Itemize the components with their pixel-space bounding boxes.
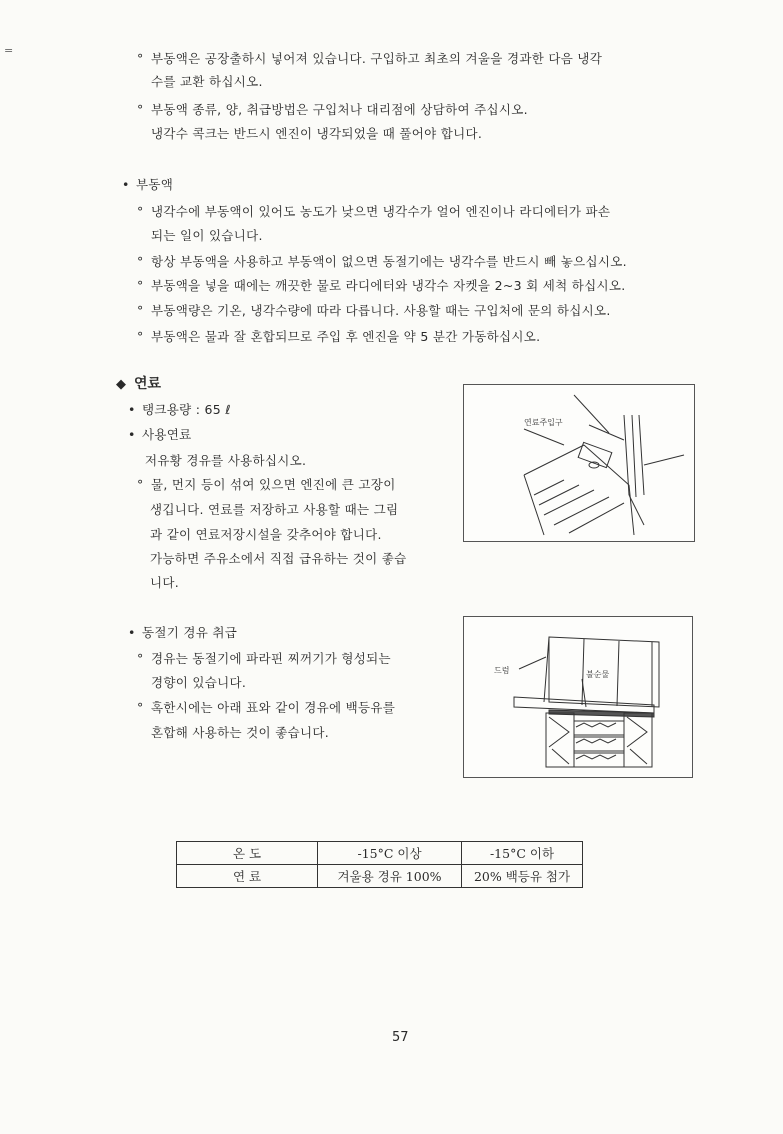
fuel-drum-figure [463, 616, 693, 778]
antifreeze-item: ° 부동액을 넣을 때에는 깨끗한 물로 라디에터와 냉각수 자켓을 2~3 회 세척 하십시오. [137, 278, 626, 293]
drum-label: 드럼 [494, 666, 510, 675]
fuel-drum-illustration [464, 617, 692, 777]
note-line-2: 수를 교환 하십시오. [151, 74, 263, 89]
winter-line: 경향이 있습니다. [151, 675, 247, 690]
table-cell: 온 도 [177, 842, 318, 865]
table-cell: 겨울용 경유 100% [318, 865, 462, 888]
antifreeze-item: ° 부동액은 물과 잘 혼합되므로 주입 후 엔진을 약 5 분간 가동하십시오. [137, 329, 541, 344]
antifreeze-title: • 부동액 [122, 177, 174, 192]
fuel-tank-illustration [464, 385, 694, 541]
fuel-warning: 니다. [150, 575, 180, 590]
winter-line: ° 혹한시에는 아래 표와 같이 경유에 백등유를 [137, 700, 396, 715]
table-cell: -15°C 이하 [462, 842, 583, 865]
winter-line: 혼합해 사용하는 것이 좋습니다. [151, 725, 329, 740]
fuel-inlet-label: 연료주입구 [524, 418, 563, 427]
fuel-warning: 과 같이 연료저장시설을 갖추어야 합니다. [150, 527, 382, 542]
diamond-icon: ◆ [116, 377, 126, 392]
table-cell: -15°C 이상 [318, 842, 462, 865]
table-row [177, 865, 583, 888]
note-line-3: ° 부동액 종류, 양, 취급방법은 구입처나 대리점에 상담하여 주십시오. [137, 102, 528, 117]
winter-title: • 동절기 경유 취급 [128, 625, 238, 640]
fuel-heading: ◆ 연료 [116, 376, 162, 392]
antifreeze-item: ° 부동액량은 기온, 냉각수량에 따라 다릅니다. 사용할 때는 구입처에 문의 하십시오. [137, 303, 611, 318]
tank-capacity: • 탱크용량 : 65 ℓ [128, 402, 231, 417]
margin-mark: = [4, 44, 14, 57]
fuel-warning: 생깁니다. 연료를 저장하고 사용할 때는 그림 [150, 502, 399, 517]
fuel-used-title: • 사용연료 [128, 427, 192, 442]
antifreeze-item: ° 항상 부동액을 사용하고 부동액이 없으면 동절기에는 냉각수를 반드시 빼 놓으십시오. [137, 254, 627, 269]
table-cell: 연 료 [177, 865, 318, 888]
winter-line: ° 경유는 동절기에 파라핀 찌꺼기가 형성되는 [137, 651, 391, 666]
fuel-warning: ° 물, 먼지 등이 섞여 있으면 엔진에 큰 고장이 [137, 477, 396, 492]
note-line-4: 냉각수 콕크는 반드시 엔진이 냉각되었을 때 풀어야 합니다. [151, 126, 483, 141]
fuel-warning: 가능하면 주유소에서 직접 급유하는 것이 좋습 [150, 551, 407, 566]
note-line-1: ° 부동액은 공장출하시 넣어져 있습니다. 구입하고 최초의 겨울을 경과한 다음 냉각 [137, 51, 603, 66]
fuel-tank-figure [463, 384, 695, 542]
table-row [177, 842, 583, 865]
fuel-mix-table [176, 841, 583, 888]
table-cell: 20% 백등유 첨가 [462, 865, 583, 888]
fuel-used-text: 저유황 경유를 사용하십시오. [145, 453, 307, 468]
impurity-label: 불순물 [586, 670, 610, 679]
page-number: 57 [392, 1030, 409, 1045]
antifreeze-item: 되는 일이 있습니다. [151, 228, 263, 243]
antifreeze-item: ° 냉각수에 부동액이 있어도 농도가 낮으면 냉각수가 얼어 엔진이나 라디에터가 파손 [137, 204, 611, 219]
